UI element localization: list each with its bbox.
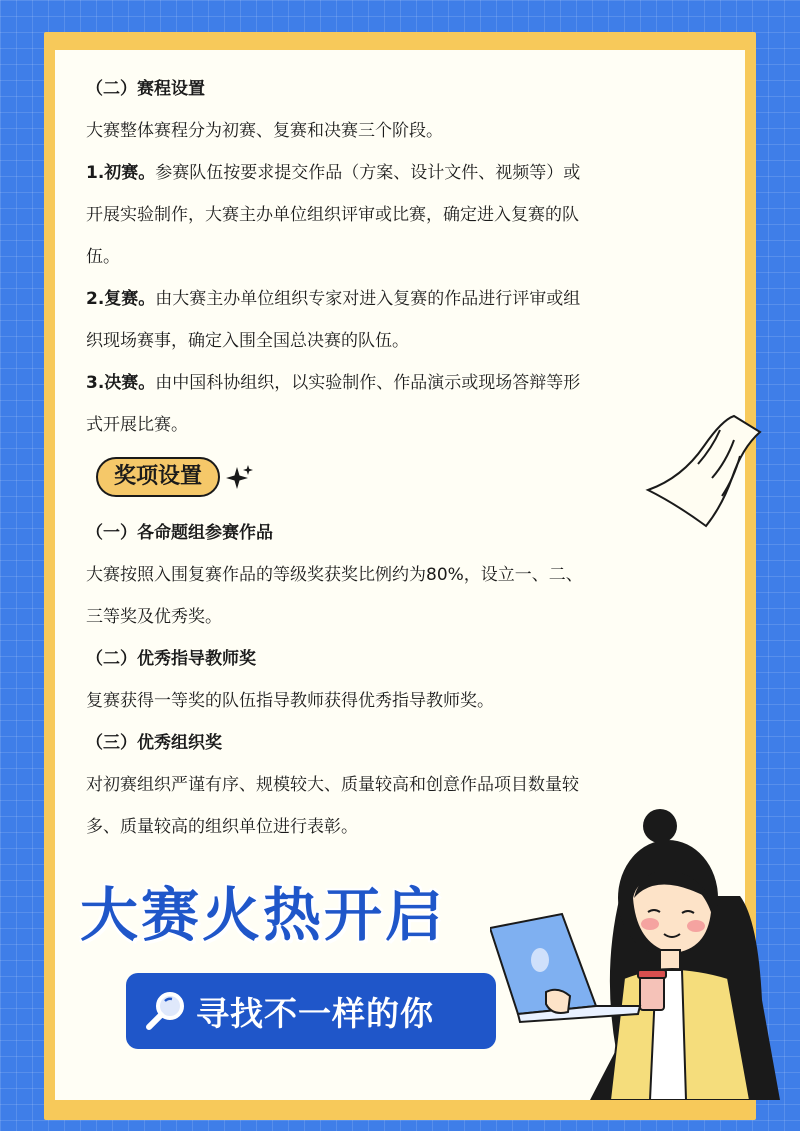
stage1-line2: 开展实验制作，大赛主办单位组织评审或比赛，确定进入复赛的队 — [86, 205, 579, 225]
girl-with-laptop-illustration — [490, 800, 780, 1100]
banner-title: 大赛火热开启 — [80, 881, 447, 949]
award1-line1: 大赛按照入围复赛作品的等级奖获奖比例约为80%，设立一、二、 — [86, 565, 583, 585]
magnifier-icon — [144, 989, 188, 1033]
schedule-intro: 大赛整体赛程分为初赛、复赛和决赛三个阶段。 — [86, 121, 443, 141]
stage3-title: 3.决赛。 — [86, 373, 156, 393]
stage1-para — [86, 152, 726, 194]
schedule-heading: （二）赛程设置 — [86, 79, 205, 99]
stage1-line1: 参赛队伍按要求提交作品（方案、设计文件、视频等）或 — [155, 163, 581, 183]
slogan-text: 寻找不一样的你 — [196, 993, 434, 1033]
awards-section — [86, 512, 726, 848]
stage1-title: 1.初赛。 — [86, 163, 156, 183]
award1-line2: 三等奖及优秀奖。 — [86, 607, 222, 627]
award3-heading: （三）优秀组织奖 — [86, 733, 222, 753]
stage2-line2: 织现场赛事，确定入围全国总决赛的队伍。 — [86, 331, 409, 351]
award1-heading: （一）各命题组参赛作品 — [86, 523, 273, 543]
award3-line1: 对初赛组织严谨有序、规模较大、质量较高和创意作品项目数量较 — [86, 775, 579, 795]
awards-badge: 奖项设置 — [96, 457, 220, 497]
stage2-para — [86, 278, 726, 320]
award2-line1: 复赛获得一等奖的队伍指导教师获得优秀指导教师奖。 — [86, 691, 494, 711]
slogan-pill — [126, 973, 496, 1049]
stage1-line3: 伍。 — [86, 247, 120, 267]
stage3-para — [86, 362, 726, 404]
schedule-section — [86, 68, 726, 446]
stage2-title: 2.复赛。 — [86, 289, 156, 309]
award2-heading: （二）优秀指导教师奖 — [86, 649, 256, 669]
stage3-line1: 由中国科协组织，以实验制作、作品演示或现场答辩等形 — [155, 373, 581, 393]
stage3-line2: 式开展比赛。 — [86, 415, 188, 435]
sparkle-icon — [226, 463, 254, 491]
stage2-line1: 由大赛主办单位组织专家对进入复赛的作品进行评审或组 — [155, 289, 581, 309]
awards-badge-row — [96, 457, 254, 497]
award3-line2: 多、质量较高的组织单位进行表彰。 — [86, 817, 358, 837]
